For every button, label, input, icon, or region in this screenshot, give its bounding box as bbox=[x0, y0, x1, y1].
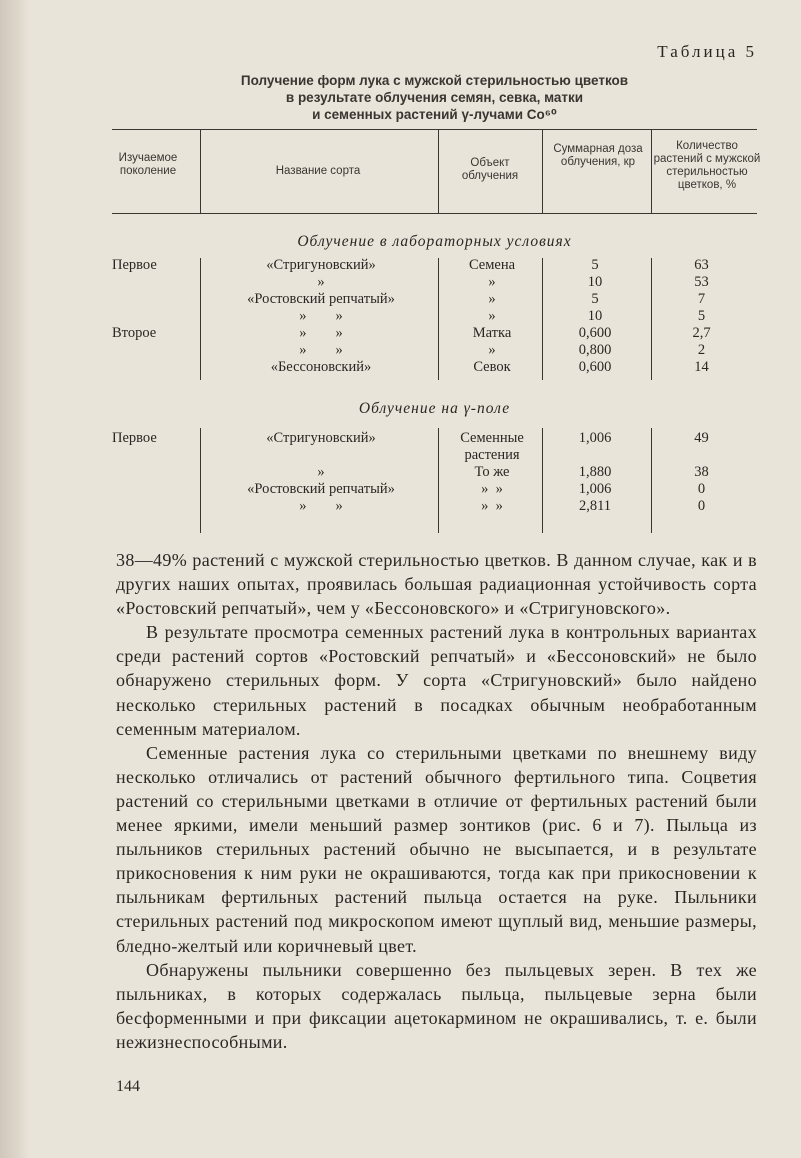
field-row-1-variety: «Стригуновский» bbox=[266, 430, 376, 446]
lab-row-3-count: 7 bbox=[697, 291, 706, 307]
header-object: Объект облучения bbox=[461, 157, 519, 182]
lab-row-6-count: 2 bbox=[697, 342, 706, 358]
field-row-2-object: То же bbox=[474, 464, 510, 480]
field-row-4-object: » » bbox=[481, 498, 503, 514]
field-row-3-dose: 1,006 bbox=[578, 481, 612, 497]
header-variety: Название сорта bbox=[275, 165, 361, 177]
col-divider-2 bbox=[438, 129, 439, 213]
lab-row-1-count: 63 bbox=[694, 257, 709, 273]
lab-row-7-dose: 0,600 bbox=[578, 359, 612, 375]
lab-row-4-dose: 10 bbox=[587, 308, 603, 324]
table-label: Таблица 5 bbox=[657, 42, 757, 61]
paragraph-2: В результате просмотра семенных растений лука в контрольных вариантах среди растений сортов «Ростовский репчатый» и «Бессоновский» не было обнаружено стерильных форм. У сорта «Стригуновский» было найдено несколько стерильных растений в посадках обычным необработанным семенным материалом. bbox=[116, 622, 757, 739]
lab-row-1-dose: 5 bbox=[591, 257, 599, 273]
field-row-2-count: 38 bbox=[694, 464, 709, 480]
lab-row-3-object: » bbox=[488, 291, 496, 307]
field-row-4-variety: » » bbox=[299, 498, 343, 514]
lab-row-7-count: 14 bbox=[694, 359, 709, 375]
field-row-3-object: » » bbox=[481, 481, 503, 497]
book-spine-shadow bbox=[0, 0, 30, 1158]
lab-divider-1 bbox=[200, 258, 201, 380]
lab-row-6-dose: 0,800 bbox=[578, 342, 612, 358]
field-row-1-dose: 1,006 bbox=[578, 430, 612, 446]
lab-row-2-object: » bbox=[488, 274, 496, 290]
caption-line-1: Получение форм лука с мужской стерильностью цветков bbox=[240, 73, 629, 88]
lab-row-3-dose: 5 bbox=[591, 291, 599, 307]
lab-row-5-count: 2,7 bbox=[692, 325, 711, 341]
table-top-rule bbox=[112, 129, 757, 130]
header-count: Количество растений с мужской стерильностью цветков, % bbox=[653, 140, 761, 191]
section-title-field: Облучение на γ-поле bbox=[358, 400, 511, 417]
lab-row-4-object: » bbox=[488, 308, 496, 324]
field-row-1-object-line-2: растения bbox=[464, 447, 520, 463]
lab-row-6-object: » bbox=[488, 342, 496, 358]
header-generation: Изучаемое поколение bbox=[118, 152, 178, 177]
lab-row-4-count: 5 bbox=[697, 308, 706, 324]
field-row-1-object: Семенные bbox=[460, 430, 524, 446]
field-divider-1 bbox=[200, 428, 201, 533]
lab-row-5-generation: Второе bbox=[112, 325, 157, 341]
lab-row-6-variety: » » bbox=[299, 342, 343, 358]
lab-row-7-object: Севок bbox=[473, 359, 511, 375]
page bbox=[112, 0, 761, 1158]
lab-row-1-variety: «Стригуновский» bbox=[266, 257, 376, 273]
field-row-1-generation: Первое bbox=[112, 430, 157, 446]
paragraph-3: Семенные растения лука со стерильными цветками по внешнему виду несколько отличались от растений обычного фертильного типа. Соцветия растений со стерильными цветками в отличие от фертильных растений были менее яркими, имели меньший размер зонтиков (рис. 6 и 7). Пыльца из пыльников стерильных растений обычно не высыпается, и в результате прикосновения к ним руки не окрашиваются, тогда как при прикосновении к пыльникам фертильных растений пыльца остается на руке. Пыльники стерильных растений под микроскопом имеют щуплый вид, меньшие размеры, бледно-желтый или коричневый цвет. bbox=[116, 742, 757, 956]
lab-row-5-object: Матка bbox=[472, 325, 512, 341]
table-header-rule bbox=[112, 213, 757, 214]
field-row-3-variety: «Ростовский репчатый» bbox=[247, 481, 395, 497]
field-row-1-count: 49 bbox=[694, 430, 709, 446]
section-title-lab: Облучение в лабораторных условиях bbox=[297, 233, 572, 250]
caption-line-3: и семенных растений γ-лучами Co⁶⁰ bbox=[312, 107, 557, 122]
lab-row-2-dose: 10 bbox=[587, 274, 603, 290]
col-divider-1 bbox=[200, 129, 201, 213]
lab-row-1-generation: Первое bbox=[112, 257, 157, 273]
paragraph-1: 38—49% растений с мужской стерильностью цветков. В данном случае, как и в других наших опытах, проявилась большая радиационная устойчивость сорта «Ростовский репчатый», чем у «Бессоновского» и «Стригуновского». bbox=[116, 550, 757, 619]
lab-row-5-dose: 0,600 bbox=[578, 325, 612, 341]
lab-row-2-variety: » bbox=[317, 274, 325, 290]
lab-row-4-variety: » » bbox=[299, 308, 343, 324]
paragraph-4: Обнаружены пыльники совершенно без пыльцевых зерен. В тех же пыльниках, в которых содержалась пыльца, пыльцевые зерна были бесформенными и при фиксации ацетокармином не окрашивались, т. е. были нежизнеспособными. bbox=[116, 959, 757, 1052]
page-number: 144 bbox=[116, 1078, 140, 1095]
body-text bbox=[116, 548, 757, 1054]
field-row-3-count: 0 bbox=[697, 481, 706, 497]
field-row-2-dose: 1,880 bbox=[578, 464, 612, 480]
lab-row-1-object: Семена bbox=[468, 257, 516, 273]
table-caption bbox=[112, 72, 757, 123]
caption-line-2: в результате облучения семян, севка, матки bbox=[285, 90, 584, 105]
header-dose: Суммарная доза облучения, кр bbox=[553, 143, 643, 168]
field-row-2-variety: » bbox=[317, 464, 325, 480]
lab-row-3-variety: «Ростовский репчатый» bbox=[247, 291, 395, 307]
lab-row-5-variety: » » bbox=[299, 325, 343, 341]
field-row-4-count: 0 bbox=[697, 498, 706, 514]
lab-row-2-count: 53 bbox=[694, 274, 709, 290]
col-divider-3 bbox=[542, 129, 543, 213]
lab-row-7-variety: «Бессоновский» bbox=[270, 359, 372, 375]
field-row-4-dose: 2,811 bbox=[578, 498, 612, 514]
